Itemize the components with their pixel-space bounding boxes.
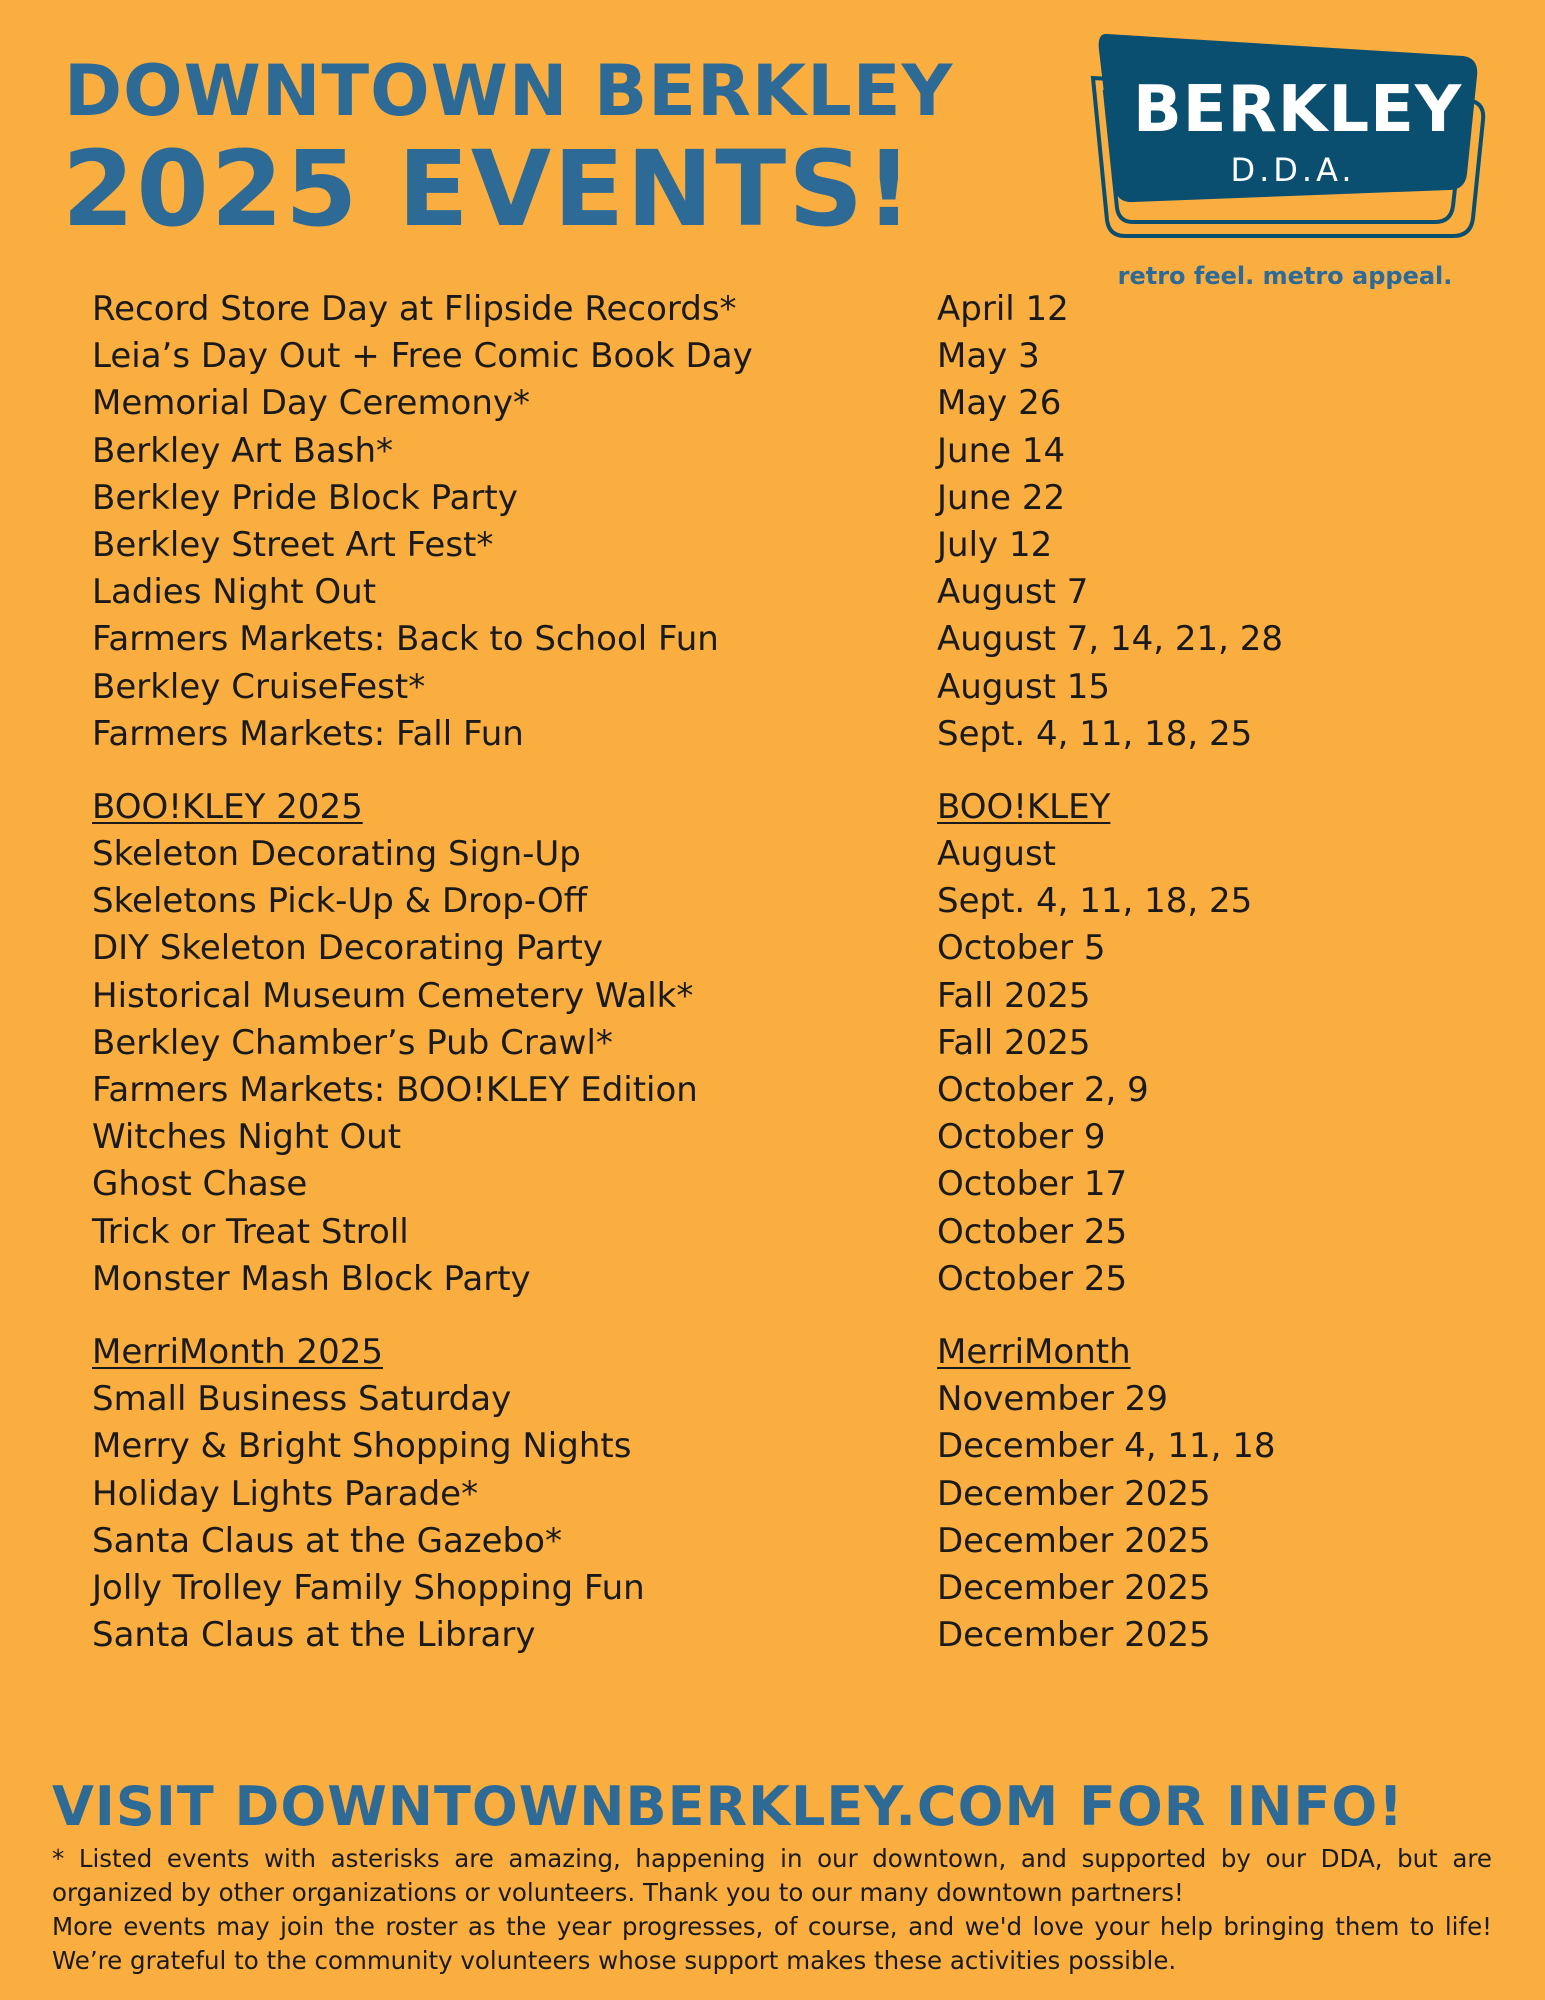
event-date: Sept. 4, 11, 18, 25	[937, 713, 1253, 754]
event-name: Santa Claus at the Library	[92, 1615, 536, 1656]
event-row	[92, 380, 1342, 427]
event-name: Merry & Bright Shopping Nights	[92, 1426, 632, 1467]
event-row	[92, 1067, 1342, 1114]
event-date: June 22	[937, 477, 1066, 518]
event-date: August	[937, 834, 1056, 875]
event-row	[92, 1423, 1342, 1470]
event-date: December 2025	[937, 1567, 1211, 1608]
event-name: Memorial Day Ceremony*	[92, 383, 531, 424]
section-header	[92, 784, 1342, 831]
event-name: Holiday Lights Parade*	[92, 1473, 479, 1514]
section-title: BOO!KLEY 2025	[92, 786, 363, 827]
event-name: Berkley Street Art Fest*	[92, 524, 494, 565]
event-date: August 7	[937, 572, 1089, 613]
event-name: Leia’s Day Out + Free Comic Book Day	[92, 336, 753, 377]
logo-tagline: retro feel. metro appeal.	[1117, 262, 1453, 290]
event-date: August 15	[937, 666, 1111, 707]
event-date: October 25	[937, 1211, 1128, 1252]
berkley-dda-logo	[1075, 28, 1505, 308]
event-row	[92, 1256, 1342, 1303]
event-name: Ladies Night Out	[92, 572, 377, 613]
event-name: Farmers Markets: BOO!KLEY Edition	[92, 1070, 698, 1110]
event-name: Berkley Chamber’s Pub Crawl*	[92, 1022, 613, 1063]
event-date: October 25	[937, 1258, 1128, 1299]
event-row	[92, 711, 1342, 758]
page-title-line1: DOWNTOWN BERKLEY	[64, 50, 954, 132]
event-name: Witches Night Out	[92, 1117, 402, 1158]
event-row	[92, 925, 1342, 972]
event-name: Record Store Day at Flipside Records*	[92, 289, 737, 329]
event-name: Small Business Saturday	[92, 1379, 512, 1420]
event-row	[92, 1518, 1342, 1565]
event-date: October 5	[937, 928, 1106, 969]
event-name: DIY Skeleton Decorating Party	[92, 928, 603, 969]
event-row	[92, 428, 1342, 475]
event-row	[92, 1612, 1342, 1659]
footnote-volunteer-note: More events may join the roster as the year progresses, of course, and we'd love your help bringing them to life! We’re grateful to the community volunteers whose support makes these activities possible.	[52, 1912, 1492, 1975]
events-list	[92, 286, 1342, 1659]
event-date: October 17	[937, 1164, 1128, 1205]
page-title-line2: 2025 EVENTS!	[62, 128, 915, 250]
logo-dda-text: D.D.A.	[1230, 151, 1356, 189]
event-row	[92, 1376, 1342, 1423]
event-name: Ghost Chase	[92, 1164, 308, 1205]
event-date: Sept. 4, 11, 18, 25	[937, 881, 1253, 922]
event-date: December 4, 11, 18	[937, 1426, 1276, 1467]
event-row	[92, 286, 1342, 333]
event-name: Monster Mash Block Party	[92, 1258, 531, 1299]
event-date: June 14	[937, 430, 1066, 471]
footer-call-to-action: VISIT DOWNTOWNBERKLEY.COM FOR INFO!	[52, 1775, 1404, 1838]
event-date: May 26	[937, 383, 1062, 424]
section-date-header: BOO!KLEY	[937, 786, 1111, 827]
event-row	[92, 664, 1342, 711]
event-row	[92, 333, 1342, 380]
event-date: July 12	[937, 524, 1053, 565]
event-row	[92, 831, 1342, 878]
event-date: October 2, 9	[937, 1070, 1149, 1110]
event-name: Berkley CruiseFest*	[92, 666, 426, 707]
event-name: Jolly Trolley Family Shopping Fun	[92, 1567, 645, 1608]
event-name: Farmers Markets: Back to School Fun	[92, 619, 719, 660]
event-date: November 29	[937, 1379, 1168, 1420]
event-row	[92, 878, 1342, 925]
event-date: December 2025	[937, 1615, 1211, 1656]
event-name: Santa Claus at the Gazebo*	[92, 1520, 562, 1561]
event-date: Fall 2025	[937, 975, 1091, 1016]
logo-badge-graphic	[1075, 28, 1505, 268]
event-row	[92, 973, 1342, 1020]
section-date-header: MerriMonth	[937, 1331, 1131, 1372]
event-name: Trick or Treat Stroll	[92, 1211, 409, 1252]
event-name: Skeletons Pick-Up & Drop-Off	[92, 881, 588, 922]
event-date: August 7, 14, 21, 28	[937, 619, 1284, 660]
event-row	[92, 522, 1342, 569]
event-row	[92, 1471, 1342, 1518]
event-date: December 2025	[937, 1473, 1211, 1514]
logo-brand-text: BERKLEY	[1133, 73, 1463, 147]
event-name: Historical Museum Cemetery Walk*	[92, 975, 694, 1016]
section-gap	[92, 758, 1342, 784]
footnote-asterisk-note: * Listed events with asterisks are amazing, happening in our downtown, and supported by our DDA, but are organized by other organizations or volunteers. Thank you to our many downtown partners!	[52, 1844, 1492, 1907]
event-name: Skeleton Decorating Sign-Up	[92, 834, 581, 875]
event-row	[92, 1209, 1342, 1256]
event-row	[92, 1114, 1342, 1161]
event-name: Farmers Markets: Fall Fun	[92, 713, 524, 754]
section-title: MerriMonth 2025	[92, 1331, 383, 1372]
event-date: May 3	[937, 336, 1040, 377]
event-date: October 9	[937, 1117, 1106, 1158]
event-row	[92, 1020, 1342, 1067]
section-header	[92, 1329, 1342, 1376]
event-row	[92, 616, 1342, 663]
event-row	[92, 569, 1342, 616]
event-row	[92, 1161, 1342, 1208]
event-date: April 12	[937, 289, 1069, 329]
event-date: Fall 2025	[937, 1022, 1091, 1063]
section-gap	[92, 1303, 1342, 1329]
event-name: Berkley Pride Block Party	[92, 477, 518, 518]
event-row	[92, 1565, 1342, 1612]
event-name: Berkley Art Bash*	[92, 430, 394, 471]
footnote	[52, 1842, 1492, 1978]
event-date: December 2025	[937, 1520, 1211, 1561]
event-row	[92, 475, 1342, 522]
